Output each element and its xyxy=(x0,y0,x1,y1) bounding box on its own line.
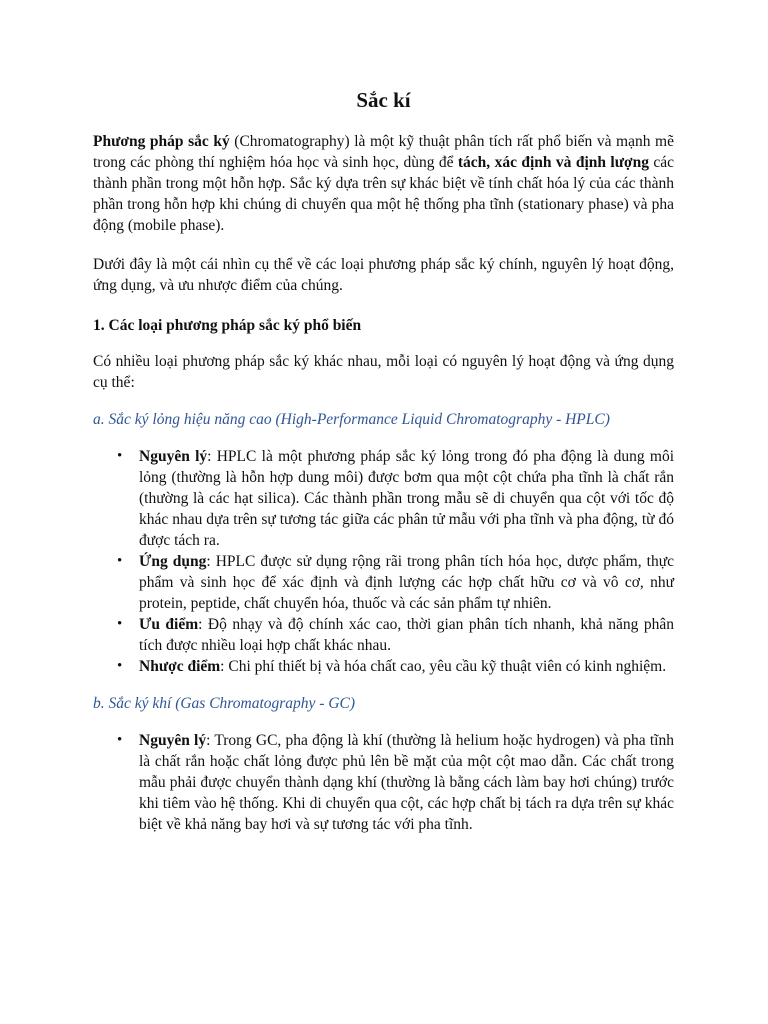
gc-bullet-list xyxy=(93,730,674,835)
intro-paragraph xyxy=(93,131,674,236)
intro-text-2: các thành phần trong một hỗn hợp. Sắc ký dựa trên sự khác biệt về tính chất hóa lý của các thành phần trong hỗn hợp khi chúng di chuyển qua một hệ thống pha tĩnh (stationary phase) và pha động (mobile phase). xyxy=(93,154,675,234)
bullet-text: : Chi phí thiết bị và hóa chất cao, yêu cầu kỹ thuật viên có kinh nghiệm. xyxy=(220,658,667,675)
overview-paragraph: Dưới đây là một cái nhìn cụ thể về các loại phương pháp sắc ký chính, nguyên lý hoạt động, ứng dụng, và ưu nhược điểm của chúng. xyxy=(93,256,674,294)
bullet-label: Nguyên lý xyxy=(139,732,207,749)
bullet-text: : HPLC được sử dụng rộng rãi trong phân tích hóa học, dược phẩm, thực phẩm và sinh học để xác định và định lượng các hợp chất hữu cơ và vô cơ, như protein, peptide, chất chuyển hóa, thuốc và các sản phẩm tự nhiên. xyxy=(139,553,674,612)
section-1-intro: Có nhiều loại phương pháp sắc ký khác nhau, mỗi loại có nguyên lý hoạt động và ứng dụng cụ thể: xyxy=(93,353,674,391)
bullet-label: Nguyên lý xyxy=(139,448,208,465)
intro-bold-term: Phương pháp sắc ký xyxy=(93,133,230,150)
list-item xyxy=(139,614,674,656)
section-1-heading: 1. Các loại phương pháp sắc ký phổ biến xyxy=(93,317,362,334)
list-item xyxy=(139,656,674,677)
intro-text-1: (Chromatography) là một kỹ thuật phân tích rất phổ biến và mạnh mẽ trong các phòng thí nghiệm hóa học và sinh học, dùng để xyxy=(93,133,674,171)
document-page xyxy=(93,0,674,835)
hplc-subheading: a. Sắc ký lỏng hiệu năng cao (High-Performance Liquid Chromatography - HPLC) xyxy=(93,411,610,428)
bullet-text: : Độ nhạy và độ chính xác cao, thời gian phân tích nhanh, khả năng phân tích được nhiều loại hợp chất khác nhau. xyxy=(139,616,674,654)
bullet-label: Nhược điểm xyxy=(139,658,221,675)
document-title: Sắc kí xyxy=(356,88,411,112)
hplc-bullet-list xyxy=(93,446,674,677)
intro-bold-purpose: tách, xác định và định lượng xyxy=(457,154,649,171)
list-item xyxy=(139,730,674,835)
list-item xyxy=(139,446,674,551)
bullet-label: Ưu điểm xyxy=(139,616,199,633)
list-item xyxy=(139,551,674,614)
bullet-text: : HPLC là một phương pháp sắc ký lỏng trong đó pha động là dung môi lỏng (thường là hỗn hợp dung môi) được bơm qua một cột chứa pha tĩnh là chất rắn (thường là các hạt silica). Các thành phần trong mẫu sẽ di chuyển qua cột với tốc độ khác nhau dựa trên sự tương tác giữa các phân tử mẫu với pha tĩnh và pha động, từ đó được tách ra. xyxy=(139,448,674,549)
bullet-label: Ứng dụng xyxy=(139,553,207,570)
gc-subheading: b. Sắc ký khí (Gas Chromatography - GC) xyxy=(93,695,356,712)
bullet-text: : Trong GC, pha động là khí (thường là helium hoặc hydrogen) và pha tĩnh là chất rắn hoặc chất lỏng được phủ lên bề mặt của một cột mao dẫn. Các chất trong mẫu phải được chuyển thành dạng khí (thường là bằng cách làm bay hơi chúng) trước khi tiêm vào hệ thống. Khi di chuyển qua cột, các hợp chất bị tách ra dựa trên sự khác biệt về khả năng bay hơi và sự tương tác với pha tĩnh. xyxy=(139,732,674,833)
